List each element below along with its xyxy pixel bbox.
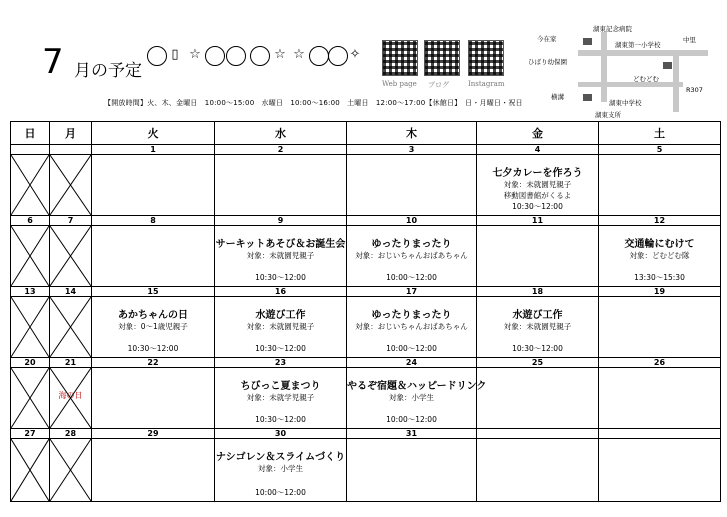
map-label-junior-high: 湖東中学校: [609, 99, 642, 107]
map-label-route: R307: [686, 86, 703, 94]
event-time: 10:00～12:00: [386, 344, 437, 353]
event-time: 10:30～12:00: [512, 344, 563, 353]
event-target: 対象：未就学児親子: [246, 393, 315, 402]
opening-hours: 【開放時間】火、木、金曜日 10:00～15:00 水曜日 10:00～16:00 土曜日 12:00～17:00【休館日】 日・月曜日・祝日: [104, 99, 523, 107]
day-cell-wed: [215, 297, 347, 358]
date-number-fri: 18: [477, 287, 599, 297]
school-icon: [583, 94, 592, 101]
day-cell-sun: [11, 297, 50, 358]
day-cell-mon: [50, 226, 92, 287]
week-3-events-row: [11, 297, 721, 358]
day-cell-thu: [347, 439, 477, 502]
event-target: 対象：未就園児親子: [246, 251, 315, 260]
weekday-wed: 水: [215, 122, 347, 145]
date-number-sun: 20: [11, 358, 50, 368]
event-time: 10:00～12:00: [386, 273, 437, 282]
closed-day-cross: [50, 368, 91, 428]
event-title: 水遊び工作: [255, 310, 306, 321]
closed-day-cross: [11, 297, 49, 357]
date-number-wed: 2: [215, 145, 347, 155]
map-label-domudomu: どむどむ: [633, 75, 659, 83]
weekday-mon: 月: [50, 122, 92, 145]
week-4-date-row: [11, 358, 721, 368]
day-cell-sat: [599, 155, 721, 216]
date-number-tue: 15: [92, 287, 215, 297]
event-time: 10:00～12:00: [386, 415, 437, 424]
date-number-wed: 30: [215, 429, 347, 439]
holiday-label: 海の日: [58, 391, 83, 400]
event-time: 10:30～12:00: [255, 344, 306, 353]
event-target: 対象：おじいちゃんおばあちゃん: [355, 251, 468, 260]
event-time: 10:30～12:00: [512, 202, 563, 211]
day-cell-tue: [92, 368, 215, 429]
day-cell-wed: [215, 368, 347, 429]
day-cell-sun: [11, 155, 50, 216]
tanzaku-icon: ▯: [171, 47, 179, 62]
map-road-lower: [578, 82, 683, 87]
qr-code-instagram[interactable]: [468, 40, 504, 76]
weekday-tue: 火: [92, 122, 215, 145]
event-time: 10:00～12:00: [255, 488, 306, 497]
event-title: ゆったりまったり: [371, 239, 452, 250]
date-number-wed: 23: [215, 358, 347, 368]
map-label-elementary: 湖東第一小学校: [615, 41, 661, 49]
map-road-east: [673, 50, 679, 112]
event-target: 対象：未就園児親子: [503, 180, 572, 189]
date-number-sun: 6: [11, 216, 50, 226]
star-icon-2: ☆: [274, 47, 286, 62]
closed-day-cross: [11, 226, 49, 286]
day-cell-tue: [92, 297, 215, 358]
event-target: 対象：小学生: [389, 393, 434, 402]
map-label-hibari: ひばり幼保園: [528, 58, 567, 66]
week-5-events-row: [11, 439, 721, 502]
day-cell-fri: [477, 155, 599, 216]
date-number-thu: 24: [347, 358, 477, 368]
event-title: 七夕カレーを作ろう: [492, 168, 583, 179]
date-number-wed: 16: [215, 287, 347, 297]
qr-code-blog[interactable]: [424, 40, 460, 76]
event-title: ナシゴレン＆スライムづくり: [215, 452, 346, 463]
date-number-mon: 21: [50, 358, 92, 368]
closed-day-cross: [11, 155, 49, 215]
day-cell-tue: [92, 226, 215, 287]
access-map: [523, 22, 718, 119]
event-target: 対象：どむどむ隊: [629, 251, 690, 260]
day-cell-sun: [11, 368, 50, 429]
week-1-events-row: [11, 155, 721, 216]
date-number-fri: [477, 429, 599, 439]
event-title: ゆったりまったり: [371, 310, 452, 321]
week-4-events-row: [11, 368, 721, 429]
lantern-icon: [205, 46, 225, 66]
event-time: 10:30～12:00: [255, 273, 306, 282]
event-target: 対象：小学生: [258, 464, 303, 473]
day-cell-thu: [347, 226, 477, 287]
date-number-thu: 10: [347, 216, 477, 226]
week-2-events-row: [11, 226, 721, 287]
closed-day-cross: [11, 368, 49, 428]
event-title: やるぞ宿題＆ハッピードリンク: [347, 381, 487, 392]
day-cell-tue: [92, 155, 215, 216]
qr-label-instagram: Instagram: [468, 80, 505, 88]
date-number-thu: 3: [347, 145, 477, 155]
map-label-hospital: 湖東記念病院: [593, 25, 632, 33]
child-face-icon-3: [309, 46, 329, 66]
day-cell-sat: [599, 439, 721, 502]
qr-code-webpage[interactable]: [382, 40, 418, 76]
event-title: あかちゃんの日: [118, 310, 188, 321]
map-label-yokomizo: 横溝: [551, 93, 564, 101]
day-cell-fri: [477, 368, 599, 429]
event-target: 対象：0～1歳児親子: [118, 322, 188, 331]
day-cell-mon: [50, 439, 92, 502]
date-number-wed: 9: [215, 216, 347, 226]
date-number-thu: 31: [347, 429, 477, 439]
map-label-imazaike: 今在家: [537, 35, 557, 43]
weekday-thu: 木: [347, 122, 477, 145]
day-cell-fri: [477, 297, 599, 358]
day-cell-wed: [215, 226, 347, 287]
star-icon: ☆: [189, 47, 201, 62]
weekday-sat: 土: [599, 122, 721, 145]
event-target: 対象：おじいちゃんおばあちゃん: [355, 322, 468, 331]
watermelon-icon: [250, 46, 270, 66]
date-number-sat: 26: [599, 358, 721, 368]
closed-day-cross: [50, 297, 91, 357]
month-number: 7: [42, 42, 64, 82]
week-1-date-row: [11, 145, 721, 155]
date-number-tue: 1: [92, 145, 215, 155]
event-target: 対象：未就園児親子: [503, 322, 572, 331]
date-number-sat: 19: [599, 287, 721, 297]
map-road-horizontal: [578, 50, 708, 56]
day-cell-fri: [477, 226, 599, 287]
date-number-fri: 25: [477, 358, 599, 368]
date-number-mon: 28: [50, 429, 92, 439]
event-note: 移動図書館がくるよ: [503, 191, 572, 200]
weekday-fri: 金: [477, 122, 599, 145]
map-label-branch: 湖東支所: [595, 111, 621, 119]
date-number-tue: 22: [92, 358, 215, 368]
day-cell-sat: [599, 226, 721, 287]
closed-day-cross: [50, 155, 91, 215]
event-title: ちびっこ夏まつり: [240, 381, 321, 392]
day-cell-sun: [11, 439, 50, 502]
child-face-icon-2: [226, 46, 246, 66]
event-title: サーキットあそび＆お誕生会: [215, 239, 346, 250]
date-number-mon: [50, 145, 92, 155]
child-face-icon-4: [328, 46, 348, 66]
date-number-sat: [599, 429, 721, 439]
qr-label-webpage: Web page: [382, 80, 417, 88]
day-cell-wed: [215, 155, 347, 216]
day-cell-sun: [11, 226, 50, 287]
qr-label-blog: ブログ: [428, 81, 449, 89]
event-target: 対象：未就園児親子: [246, 322, 315, 331]
event-time: 10:30～12:00: [127, 344, 179, 353]
hospital-icon: [583, 38, 592, 45]
day-cell-sat: [599, 368, 721, 429]
page-title: 月の予定: [74, 61, 142, 81]
closed-day-cross: [50, 226, 91, 286]
date-number-fri: 4: [477, 145, 599, 155]
domudomu-building-icon: [663, 62, 672, 69]
day-cell-wed: [215, 439, 347, 502]
day-cell-fri: [477, 439, 599, 502]
date-number-sun: 13: [11, 287, 50, 297]
date-number-sun: [11, 145, 50, 155]
day-cell-mon: [50, 297, 92, 358]
child-face-icon: [147, 46, 167, 66]
week-3-date-row: [11, 287, 721, 297]
map-label-nakazato: 中里: [683, 36, 696, 44]
firework-icon: ✧: [349, 47, 361, 62]
date-number-tue: 29: [92, 429, 215, 439]
closed-day-cross: [11, 439, 49, 501]
date-number-mon: 14: [50, 287, 92, 297]
event-time: 13:30～15:30: [634, 273, 685, 282]
day-cell-mon: [50, 368, 92, 429]
day-cell-sat: [599, 297, 721, 358]
week-2-date-row: [11, 216, 721, 226]
date-number-mon: 7: [50, 216, 92, 226]
day-cell-thu: [347, 368, 487, 429]
weekday-sun: 日: [11, 122, 50, 145]
event-title: 交通輪にむけて: [624, 239, 695, 250]
event-time: 10:30～12:00: [255, 415, 306, 424]
date-number-sat: 5: [599, 145, 721, 155]
week-5-date-row: [11, 429, 721, 439]
day-cell-thu: [347, 297, 477, 358]
day-cell-thu: [347, 155, 477, 216]
date-number-thu: 17: [347, 287, 477, 297]
date-number-fri: 11: [477, 216, 599, 226]
event-title: 水遊び工作: [512, 310, 563, 321]
date-number-sat: 12: [599, 216, 721, 226]
date-number-tue: 8: [92, 216, 215, 226]
day-cell-mon: [50, 155, 92, 216]
date-number-sun: 27: [11, 429, 50, 439]
star-icon-3: ☆: [293, 47, 305, 62]
day-cell-tue: [92, 439, 215, 502]
closed-day-cross: [50, 439, 91, 501]
map-road-vertical: [601, 32, 607, 102]
calendar-table: [10, 121, 721, 502]
